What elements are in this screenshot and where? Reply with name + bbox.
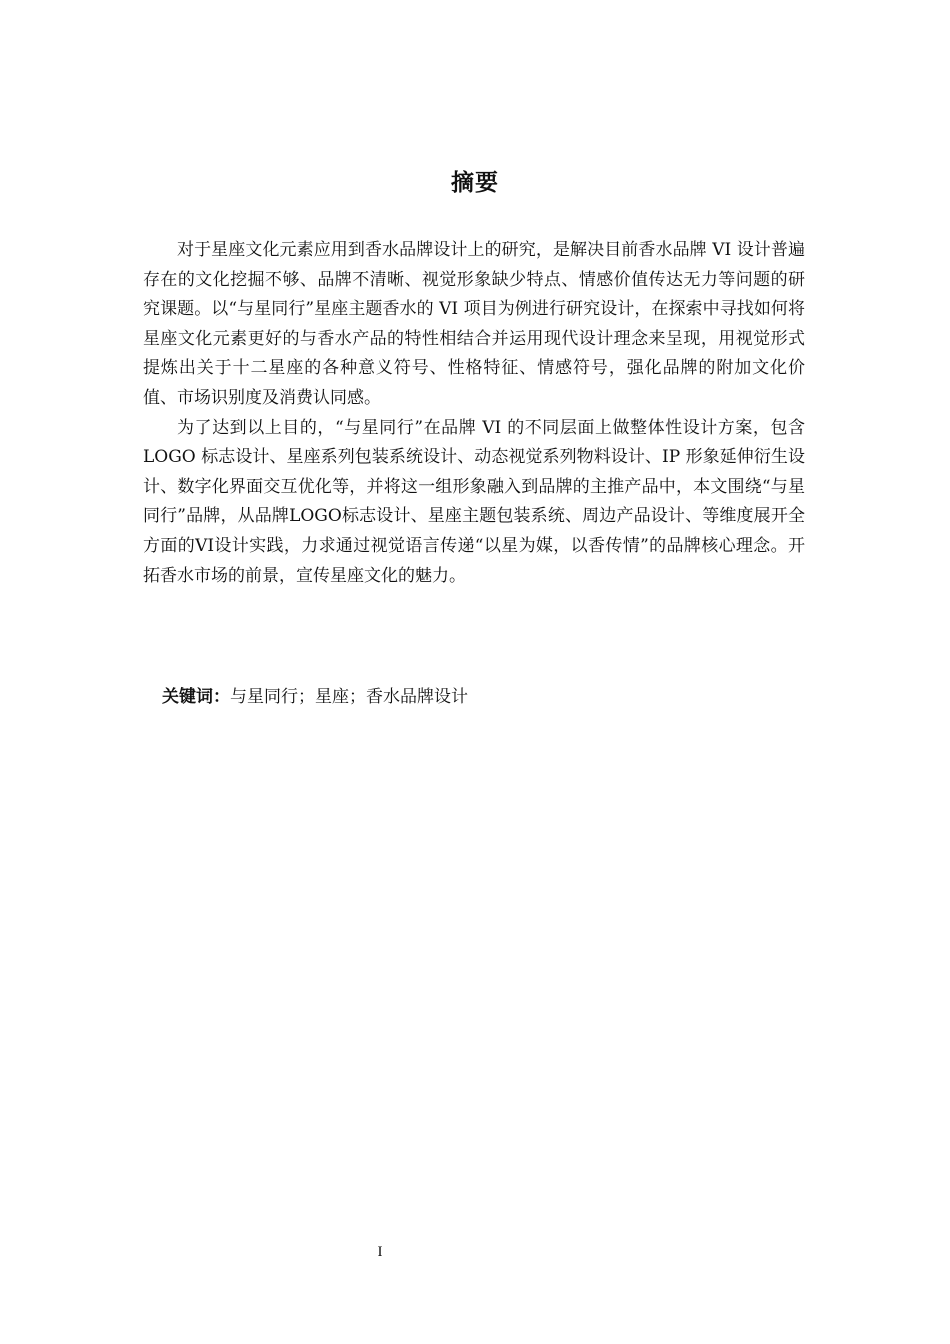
abstract-paragraph-1: 对于星座文化元素应用到香水品牌设计上的研究，是解决目前香水品牌 VI 设计普遍存在的文化挖掘不够、品牌不清晰、视觉形象缺少特点、情感价值传达无力等问题的研究课题。以“与星同行”星座主题香水的 VI 项目为例进行研究设计，在探索中寻找如何将星座文化元素更好的与香水产品的特性相结合并运用现代设计理念来呈现，用视觉形式提炼出关于十二星座的各种意义符号、性格特征、情感符号，强化品牌的附加文化价值、市场识别度及消费认同感。 <box>143 240 805 408</box>
page-number: I <box>377 1244 383 1260</box>
abstract-title: 摘要 <box>451 170 499 196</box>
abstract-paragraph-2: 为了达到以上目的，“与星同行”在品牌 VI 的不同层面上做整体性设计方案，包含 LOGO 标志设计、星座系列包装系统设计、动态视觉系列物料设计、IP 形象延伸衍生设计、数字化界面交互优化等，并将这一组形象融入到品牌的主推产品中，本文围绕“与星同行”品牌，从品牌LOGO标志设计、星座主题包装系统、周边产品设计、等维度展开全方面的VI设计实践，力求通过视觉语言传递“以星为媒，以香传情”的品牌核心理念。开拓香水市场的前景，宣传星座文化的魅力。 <box>143 417 805 586</box>
abstract-body <box>143 236 805 591</box>
keywords-label: 关键词： <box>162 687 230 707</box>
keywords-line <box>162 684 468 710</box>
keywords-value: 与星同行；星座；香水品牌设计 <box>230 687 468 707</box>
